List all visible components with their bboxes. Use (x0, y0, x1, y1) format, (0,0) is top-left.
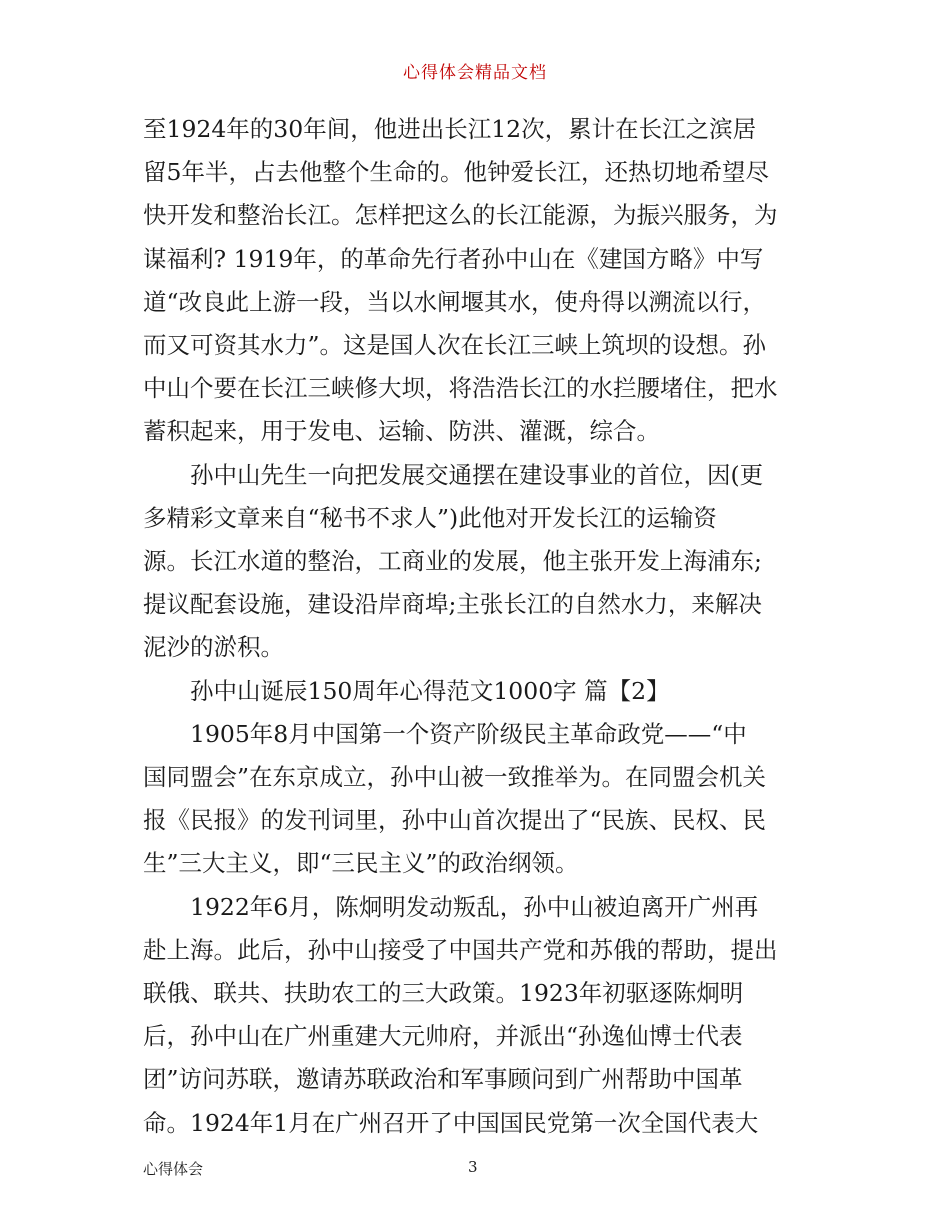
paragraph (143, 108, 815, 454)
text-line: 1905年8月中国第一个资产阶级民主革命政党——“中 (143, 719, 747, 748)
text-line: 联俄、联共、扶助农工的三大政策。1923年初驱逐陈炯明 (143, 979, 744, 1008)
text-line: 国同盟会”在东京成立，孙中山被一致推举为。在同盟会机关 (143, 763, 767, 792)
text-line: 道“改良此上游一段，当以水闸堰其水，使舟得以溯流以行， (143, 287, 767, 316)
text-line: 孙中山诞辰150周年心得范文1000字 篇【2】 (143, 676, 670, 705)
text-line: 中山个要在长江三峡修大坝，将浩浩长江的水拦腰堵住，把水 (143, 374, 778, 403)
text-line: 快开发和整治长江。怎样把这么的长江能源，为振兴服务，为 (143, 201, 778, 230)
text-line: 至1924年的30年间，他进出长江12次，累计在长江之滨居 (143, 115, 757, 143)
paragraph (143, 713, 815, 886)
page-number: 3 (468, 1158, 478, 1176)
text-line: 1922年6月，陈炯明发动叛乱，孙中山被迫离开广州再 (143, 892, 759, 921)
text-line: 生”三大主义，即“三民主义”的政治纲领。 (143, 849, 579, 878)
text-line: 谋福利? 1919年，的革命先行者孙中山在《建国方略》中写 (143, 244, 764, 273)
text-line: 赴上海。此后，孙中山接受了中国共产党和苏俄的帮助，提出 (143, 935, 778, 964)
text-line: 团”访问苏联，邀请苏联政治和军事顾问到广州帮助中国革 (143, 1065, 743, 1094)
text-line: 后，孙中山在广州重建大元帅府，并派出“孙逸仙博士代表 (143, 1022, 743, 1051)
text-line: 源。长江水道的整治，工商业的发展，他主张开发上海浦东; (143, 547, 762, 576)
text-line: 留5年半，占去他整个生命的。他钟爱长江，还热切地希望尽 (143, 158, 769, 187)
text-line: 多精彩文章来自“秘书不求人”)此他对开发长江的运输资 (143, 503, 717, 532)
text-line: 命。1924年1月在广州召开了中国国民党第一次全国代表大 (143, 1108, 759, 1137)
text-line: 提议配套设施，建设沿岸商埠;主张长江的自然水力，来解决 (143, 590, 762, 619)
text-line: 报《民报》的发刊词里，孙中山首次提出了“民族、民权、民 (143, 806, 767, 835)
text-line: 蓄积起来，用于发电、运输、防洪、灌溉，综合。 (143, 417, 660, 446)
paragraph (143, 454, 815, 670)
page-header-title: 心得体会精品文档 (403, 63, 547, 83)
paragraph (143, 886, 815, 1145)
section-heading (143, 670, 815, 713)
document-body (143, 108, 815, 1145)
text-line: 而又可资其水力”。这是国人次在长江三峡上筑坝的设想。孙 (143, 331, 767, 360)
footer-label: 心得体会 (143, 1160, 204, 1178)
text-line: 泥沙的淤积。 (143, 633, 284, 662)
text-line: 孙中山先生一向把发展交通摆在建设事业的首位，因(更 (143, 460, 764, 489)
